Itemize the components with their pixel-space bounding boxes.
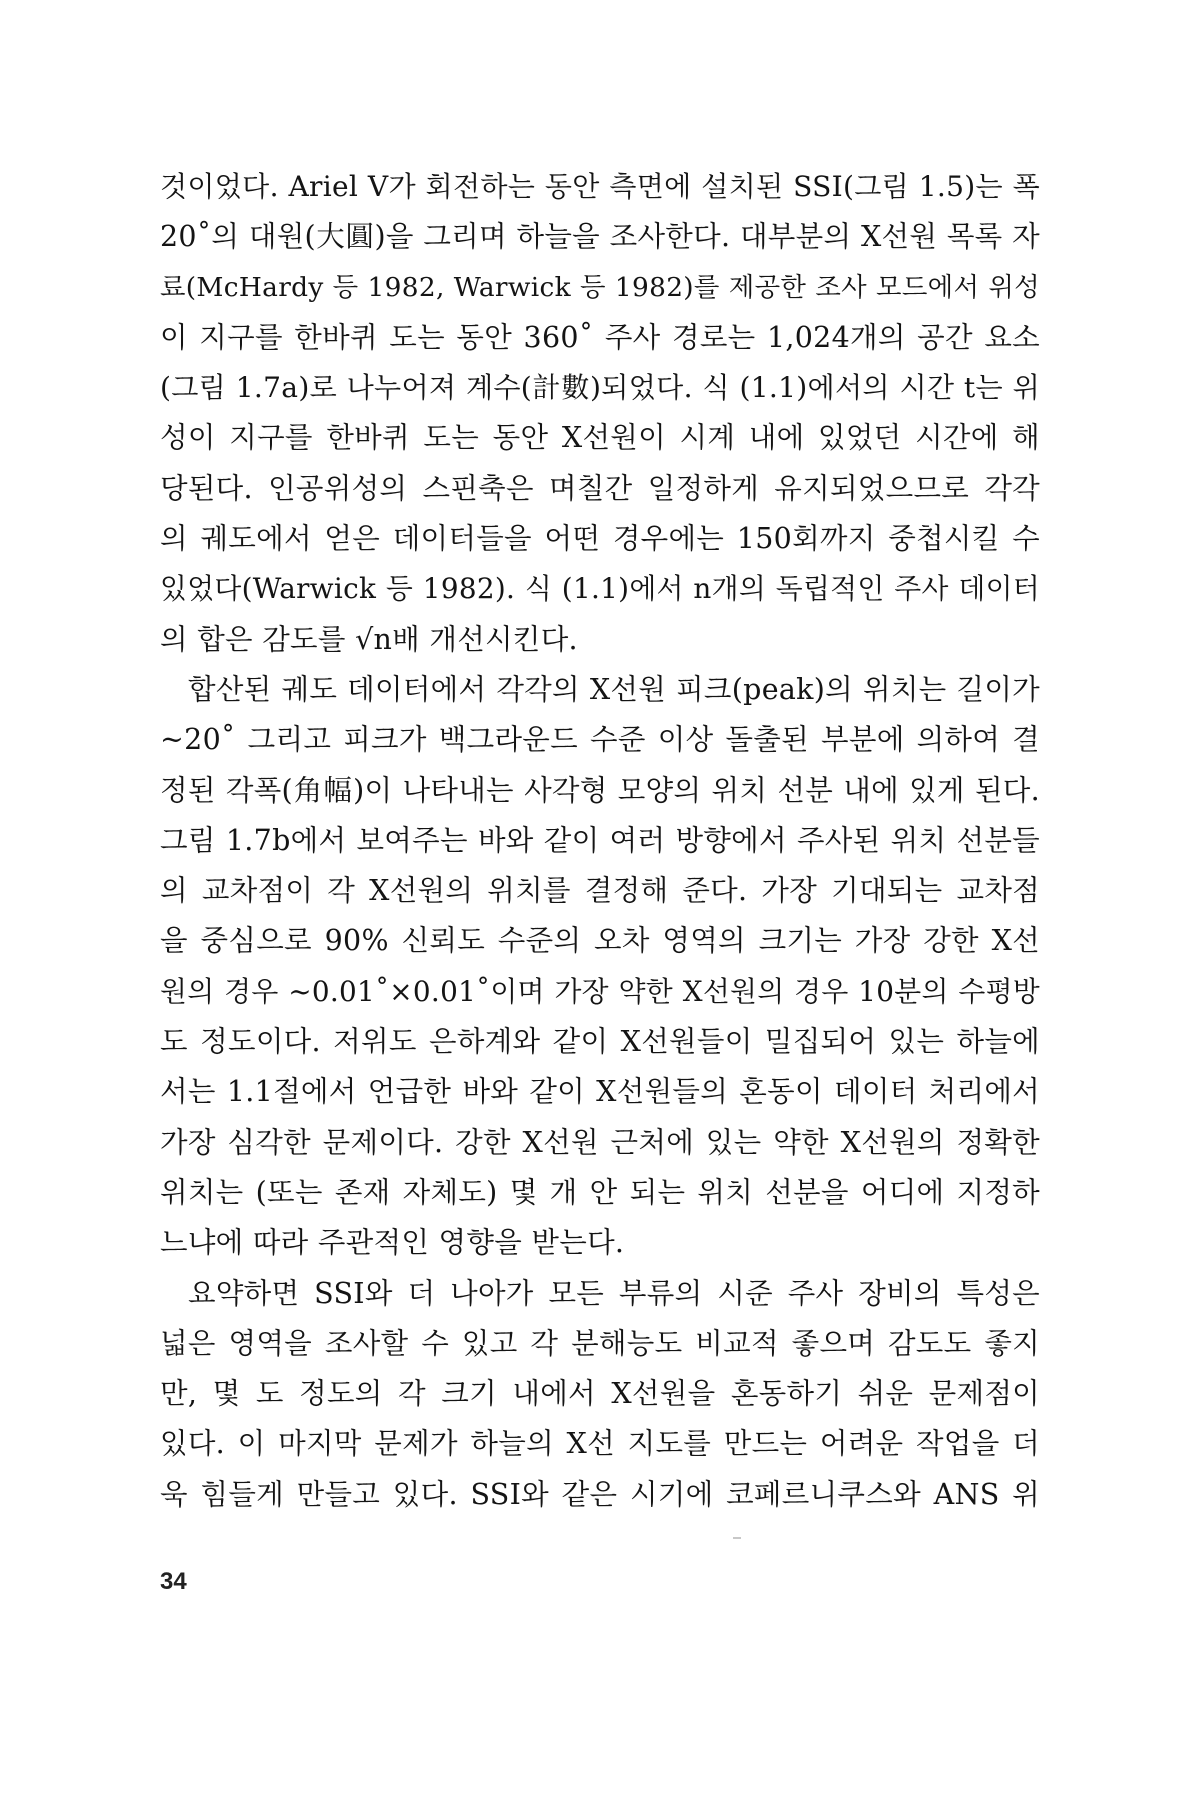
- text-line: (그림 1.7a)로 나누어져 계수(計數)되었다. 식 (1.1)에서의 시간 t는 위: [160, 371, 1040, 405]
- text-line: 성이 지구를 한바퀴 도는 동안 X선원이 시계 내에 있었던 시간에 해: [160, 421, 1040, 455]
- text-line: 정된 각폭(角幅)이 나타내는 사각형 모양의 위치 선분 내에 있게 된다.: [160, 773, 1040, 807]
- text-line: 것이었다. Ariel V가 회전하는 동안 측면에 설치된 SSI(그림 1.5)는 폭: [160, 170, 1040, 203]
- text-line: 서는 1.1절에서 언급한 바와 같이 X선원들의 혼동이 데이터 처리에서: [160, 1075, 1040, 1109]
- text-line: 있었다(Warwick 등 1982). 식 (1.1)에서 n개의 독립적인 주사 데이터: [160, 572, 1040, 606]
- text-line: 당된다. 인공위성의 스핀축은 며칠간 일정하게 유지되었으므로 각각: [160, 471, 1040, 505]
- text-line: 원의 경우 ~0.01˚×0.01˚이며 가장 약한 X선원의 경우 10분의 수평방: [160, 974, 1040, 1008]
- scan-speck: [733, 1537, 741, 1539]
- text-line: 의 교차점이 각 X선원의 위치를 결정해 준다. 가장 기대되는 교차점: [160, 874, 1040, 908]
- text-line: 그림 1.7b에서 보여주는 바와 같이 여러 방향에서 주사된 위치 선분들: [160, 823, 1040, 857]
- text-line: 20˚의 대원(大圓)을 그리며 하늘을 조사한다. 대부분의 X선원 목록 자: [160, 220, 1040, 254]
- text-line: 의 궤도에서 얻은 데이터들을 어떤 경우에는 150회까지 중첩시킬 수: [160, 522, 1040, 556]
- text-line: 이 지구를 한바퀴 도는 동안 360˚ 주사 경로는 1,024개의 공간 요소: [160, 320, 1040, 354]
- text-line: 있다. 이 마지막 문제가 하늘의 X선 지도를 만드는 어려운 작업을 더: [160, 1427, 1040, 1461]
- paragraph-1: [160, 162, 1040, 665]
- text-line: 넓은 영역을 조사할 수 있고 각 분해능도 비교적 좋으며 감도도 좋지: [160, 1326, 1040, 1360]
- paragraph-2: [160, 665, 1040, 1269]
- text-line: 의 합은 감도를 √n배 개선시킨다.: [160, 622, 578, 656]
- text-line: 느냐에 따라 주관적인 영향을 받는다.: [160, 1226, 625, 1260]
- text-line: 을 중심으로 90% 신뢰도 수준의 오차 영역의 크기는 가장 강한 X선: [160, 924, 1040, 958]
- text-line: 만, 몇 도 정도의 각 크기 내에서 X선원을 혼동하기 쉬운 문제점이: [160, 1377, 1040, 1411]
- text-line: ~20˚ 그리고 피크가 백그라운드 수준 이상 돌출된 부분에 의하여 결: [160, 723, 1040, 757]
- text-line: 욱 힘들게 만들고 있다. SSI와 같은 시기에 코페르니쿠스와 ANS 위: [160, 1477, 1040, 1511]
- page-number: 34: [160, 1568, 187, 1595]
- text-line: 가장 심각한 문제이다. 강한 X선원 근처에 있는 약한 X선원의 정확한: [160, 1125, 1040, 1159]
- text-line: 요약하면 SSI와 더 나아가 모든 부류의 시준 주사 장비의 특성은: [188, 1276, 1040, 1310]
- body-text: [160, 162, 1040, 1520]
- text-line: 합산된 궤도 데이터에서 각각의 X선원 피크(peak)의 위치는 길이가: [188, 672, 1040, 706]
- text-line: 도 정도이다. 저위도 은하계와 같이 X선원들이 밀집되어 있는 하늘에: [160, 1025, 1040, 1059]
- text-line: 위치는 (또는 존재 자체도) 몇 개 안 되는 위치 선분을 어디에 지정하: [160, 1175, 1040, 1209]
- text-line: 료(McHardy 등 1982, Warwick 등 1982)를 제공한 조사 모드에서 위성: [160, 271, 1040, 303]
- paragraph-3: [160, 1269, 1040, 1520]
